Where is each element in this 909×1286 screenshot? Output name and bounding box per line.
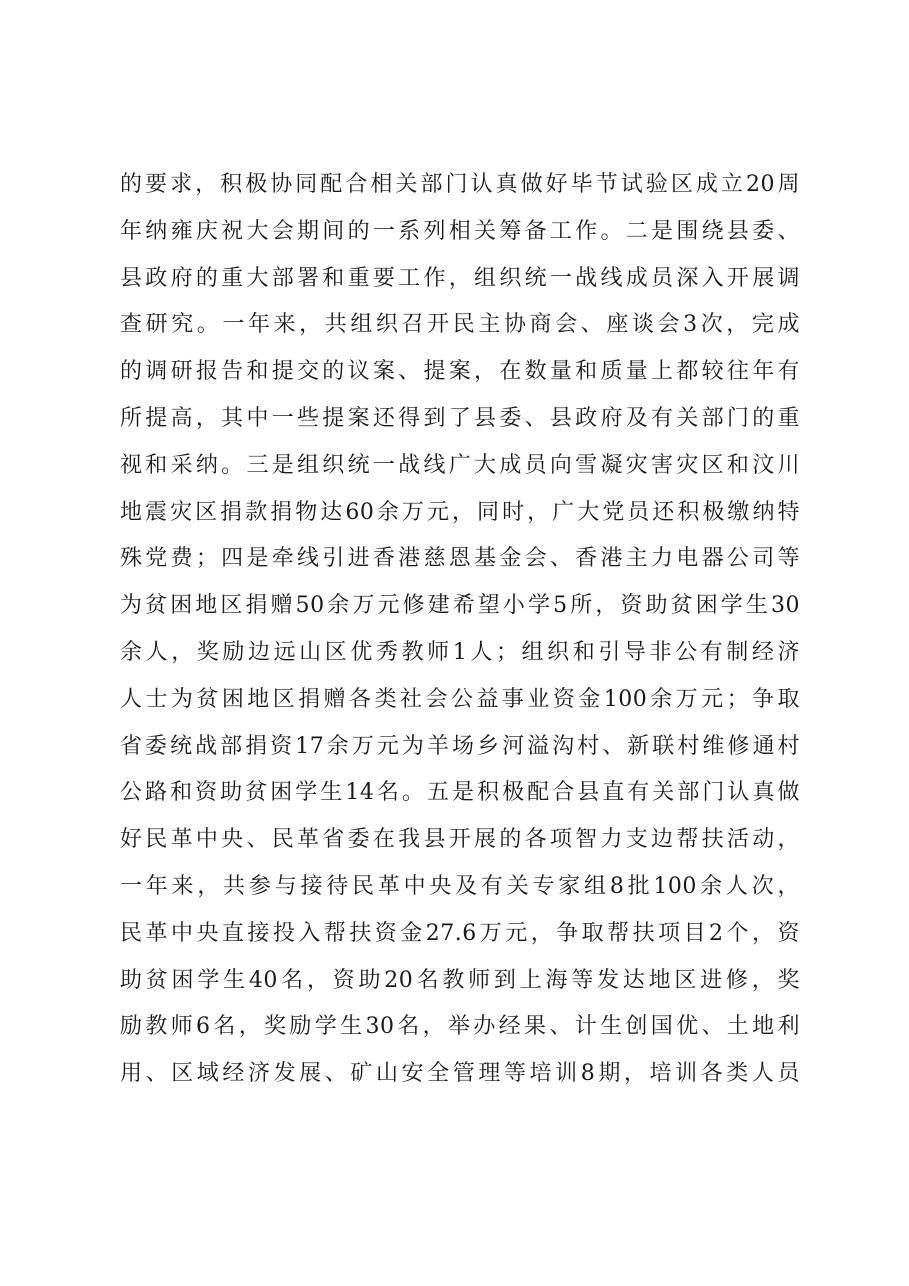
- text-line: 励教师6名，奖励学生30名，举办经果、计生创国优、土地利: [120, 1014, 800, 1040]
- text-line: 为贫困地区捐赠50余万元修建希望小学5所，资助贫困学生30: [120, 593, 800, 619]
- text-line: 年纳雍庆祝大会期间的一系列相关筹备工作。二是围绕县委、: [120, 218, 800, 244]
- text-line: 一年来，共参与接待民革中央及有关专家组8批100余人次，: [120, 873, 800, 899]
- text-line: 用、区域经济发展、矿山安全管理等培训8期，培训各类人员: [120, 1061, 800, 1087]
- text-line: 县政府的重大部署和重要工作，组织统一战线成员深入开展调: [120, 265, 800, 291]
- text-line: 视和采纳。三是组织统一战线广大成员向雪凝灾害灾区和汶川: [120, 452, 800, 478]
- text-line: 殊党费；四是牵线引进香港慈恩基金会、香港主力电器公司等: [120, 546, 800, 572]
- text-line: 民革中央直接投入帮扶资金27.6万元，争取帮扶项目2个，资: [120, 920, 800, 946]
- document-body: [120, 162, 800, 1098]
- text-line: 查研究。一年来，共组织召开民主协商会、座谈会3次，完成: [120, 312, 800, 338]
- text-line: 人士为贫困地区捐赠各类社会公益事业资金100余万元；争取: [120, 686, 800, 712]
- text-line: 公路和资助贫困学生14名。五是积极配合县直有关部门认真做: [120, 780, 800, 806]
- text-line: 余人，奖励边远山区优秀教师1人；组织和引导非公有制经济: [120, 639, 800, 665]
- text-line: 助贫困学生40名，资助20名教师到上海等发达地区进修，奖: [120, 967, 800, 993]
- text-line: 所提高，其中一些提案还得到了县委、县政府及有关部门的重: [120, 405, 800, 431]
- text-line: 省委统战部捐资17余万元为羊场乡河溢沟村、新联村维修通村: [120, 733, 800, 759]
- text-line: 的调研报告和提交的议案、提案，在数量和质量上都较往年有: [120, 359, 800, 385]
- text-line: 地震灾区捐款捐物达60余万元，同时，广大党员还积极缴纳特: [120, 499, 800, 525]
- text-line: 好民革中央、民革省委在我县开展的各项智力支边帮扶活动，: [120, 827, 800, 853]
- text-line: 的要求，积极协同配合相关部门认真做好毕节试验区成立20周: [120, 172, 800, 197]
